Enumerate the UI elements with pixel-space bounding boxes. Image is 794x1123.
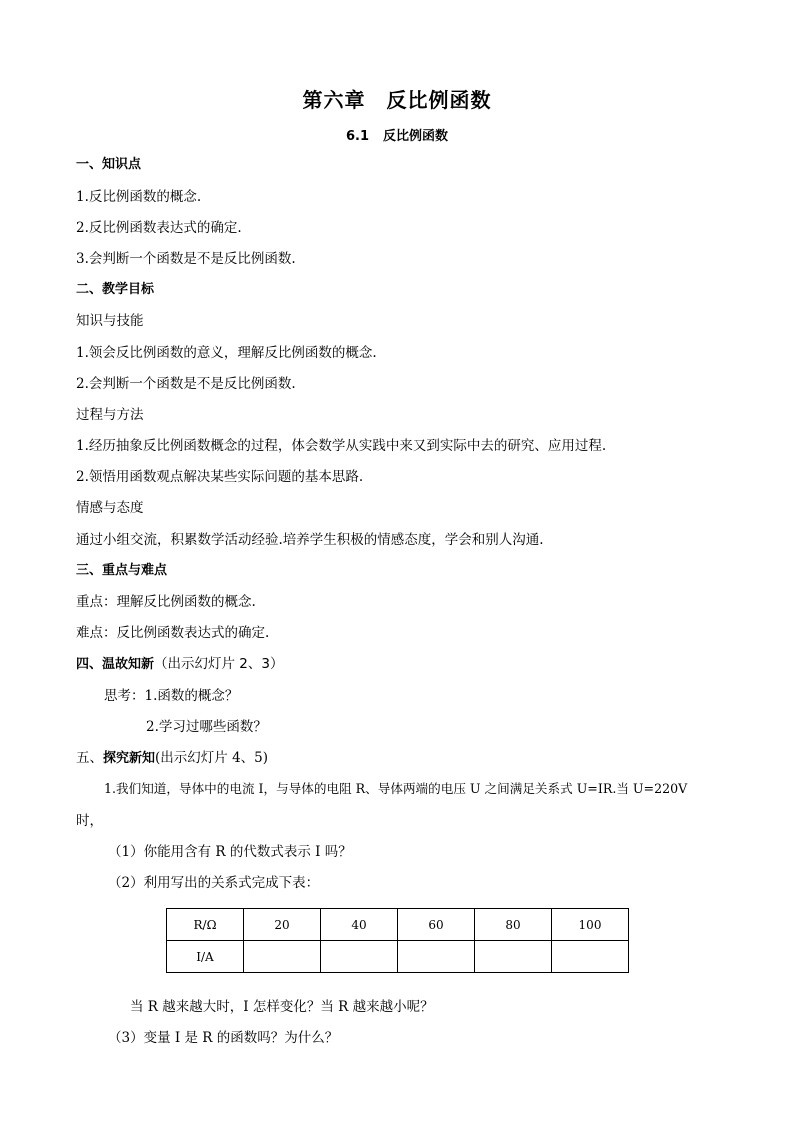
s1-item-3: 3.会判断一个函数是不是反比例函数.	[76, 251, 296, 267]
s2-sub2-item-2: 2.领悟用函数观点解决某些实际问题的基本思路.	[76, 469, 364, 485]
s2-subheading-2: 过程与方法	[76, 407, 144, 423]
section-name: 反比例函数	[383, 129, 449, 144]
s2-sub2-item-1: 1.经历抽象反比例函数概念的过程，体会数学从实践中来又到实际中去的研究、应用过程.	[76, 438, 607, 454]
resistance-current-table	[166, 908, 629, 973]
s2-subheading-3: 情感与态度	[76, 500, 144, 516]
table-cell-r-1: 20	[244, 909, 321, 941]
table-row-r	[167, 909, 629, 941]
s2-sub1-item-2: 2.会判断一个函数是不是反比例函数.	[76, 376, 296, 392]
section-2-heading: 二、教学目标	[76, 282, 155, 297]
table-cell-r-3: 60	[398, 909, 475, 941]
section-4-note: （出示幻灯片 2、3）	[154, 656, 284, 672]
table-row-label-r: R/Ω	[167, 909, 244, 941]
question-3: （3）变量 I 是 R 的函数吗？为什么？	[108, 1030, 339, 1046]
s1-item-2: 2.反比例函数表达式的确定.	[76, 220, 242, 236]
section-5-note: (出示幻灯片 4、5)	[155, 750, 269, 766]
table-cell-r-5: 100	[552, 909, 629, 941]
paragraph-1: 1.我们知道，导体中的电流 I，与导体的电阻 R、导体两端的电压 U 之间满足关系式 U=IR.当 U=220V	[104, 781, 688, 796]
table-row-label-i: I/A	[167, 941, 244, 973]
section-3-heading: 三、重点与难点	[76, 563, 168, 578]
section-1-heading: 一、知识点	[76, 157, 142, 172]
s2-sub3-text: 通过小组交流，积累数学活动经验.培养学生积极的情感态度，学会和别人沟通.	[76, 532, 544, 548]
chapter-title: 第六章 反比例函数	[302, 88, 492, 112]
after-table-question: 当 R 越来越大时，I 怎样变化？当 R 越来越小呢？	[130, 999, 434, 1015]
section-5-prefix: 五、	[76, 750, 103, 766]
section-4-heading-line	[76, 655, 284, 674]
section-number: 6.1	[345, 129, 369, 144]
section-5-heading-line	[76, 749, 268, 768]
table-cell-i-4[interactable]	[475, 941, 552, 973]
table-cell-r-4: 80	[475, 909, 552, 941]
table-cell-i-1[interactable]	[244, 941, 321, 973]
table-row-i	[167, 941, 629, 973]
think-question-2: 2.学习过哪些函数？	[146, 719, 267, 735]
table-cell-r-2: 40	[321, 909, 398, 941]
paragraph-1-continued: 时，	[76, 813, 103, 829]
key-point: 重点：理解反比例函数的概念.	[76, 594, 256, 610]
difficult-point: 难点：反比例函数表达式的确定.	[76, 625, 270, 641]
s2-sub1-item-1: 1.领会反比例函数的意义，理解反比例函数的概念.	[76, 345, 377, 361]
question-1: （1）你能用含有 R 的代数式表示 I 吗？	[108, 844, 352, 860]
table-cell-i-2[interactable]	[321, 941, 398, 973]
section-title	[0, 125, 794, 144]
table-cell-i-5[interactable]	[552, 941, 629, 973]
section-5-heading: 探究新知	[103, 751, 156, 766]
s2-subheading-1: 知识与技能	[76, 313, 144, 329]
question-2: （2）利用写出的关系式完成下表：	[108, 875, 320, 891]
think-question-1: 思考：1.函数的概念？	[104, 688, 239, 704]
s1-item-1: 1.反比例函数的概念.	[76, 189, 202, 205]
section-4-heading: 四、温故知新	[76, 657, 155, 672]
table-cell-i-3[interactable]	[398, 941, 475, 973]
